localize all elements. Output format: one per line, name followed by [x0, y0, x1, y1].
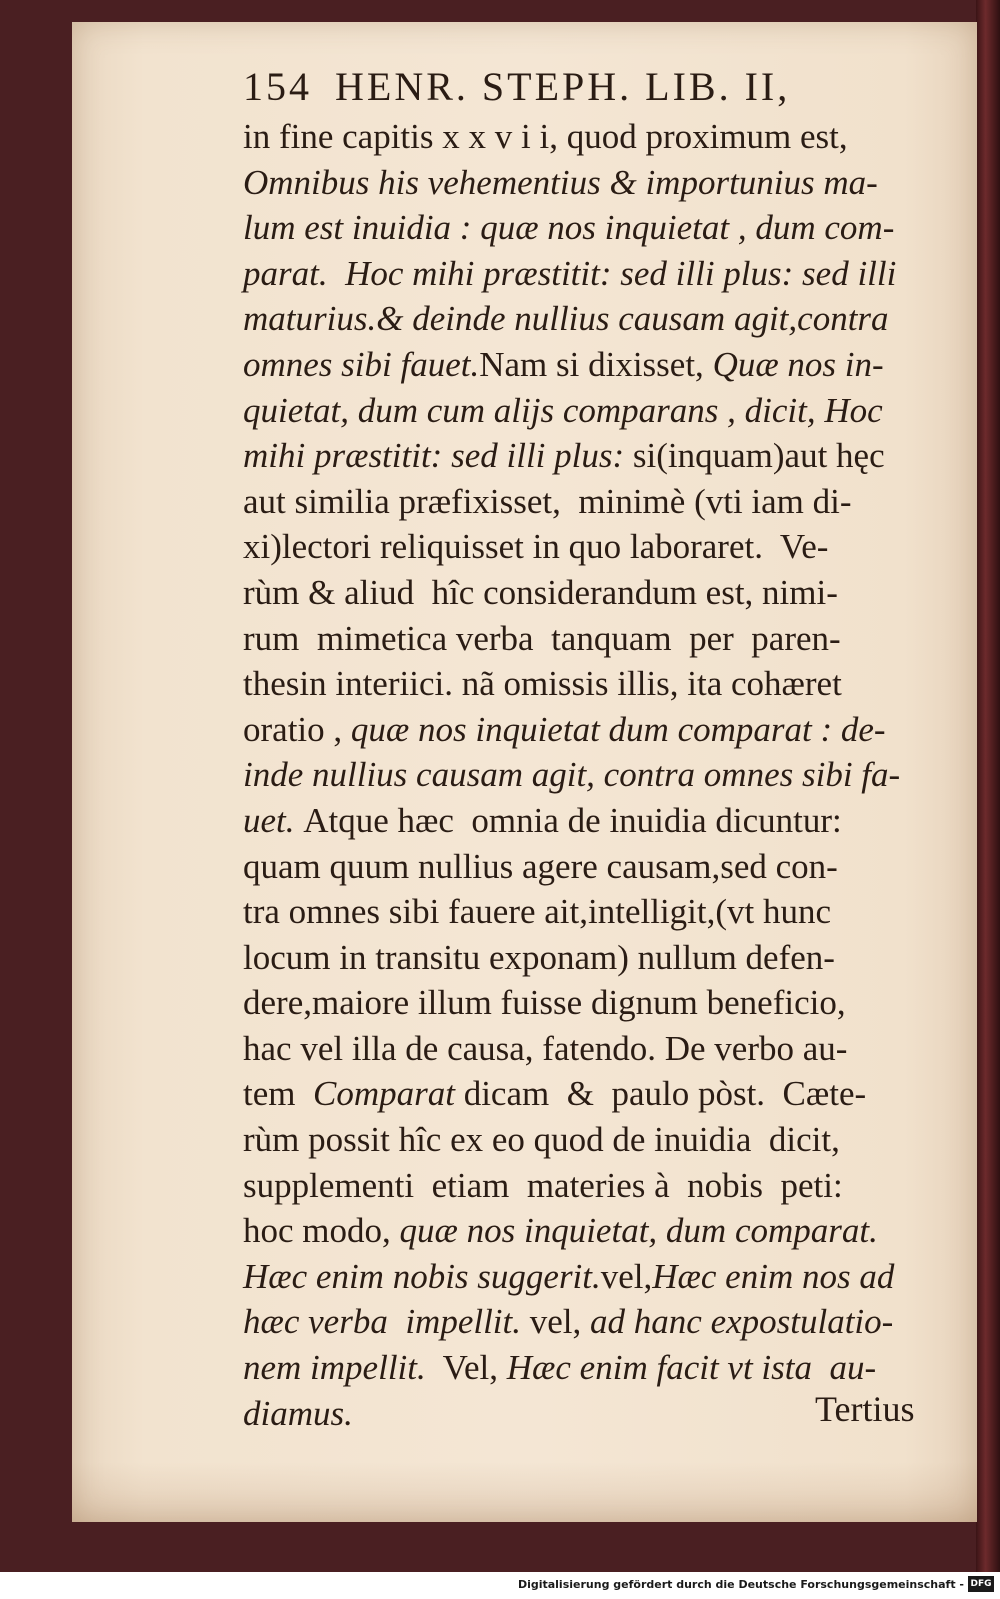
- text-segment: hac vel illa de causa, fatendo. De verbo au-: [243, 1028, 848, 1068]
- italic-text-segment: quæ nos inquietat, dum comparat.: [399, 1211, 878, 1251]
- text-segment: tra omnes sibi fauere ait,intelligit,(vt hunc: [243, 892, 832, 932]
- dfg-logo: DFG: [968, 1576, 994, 1592]
- page-number: 154: [243, 64, 312, 109]
- text-segment: oratio ,: [243, 709, 351, 749]
- text-line: [243, 296, 933, 342]
- italic-text-segment: ad hanc expostulatio-: [590, 1302, 894, 1342]
- text-segment: in fine capitis x x v i i, quod proximum est,: [243, 117, 848, 156]
- text-segment: Vel,: [425, 1348, 507, 1388]
- text-segment: supplementi etiam materies à nobis peti:: [243, 1165, 843, 1205]
- catchword: Tertius: [815, 1389, 915, 1429]
- italic-text-segment: mihi præstitit: sed illi plus:: [243, 436, 633, 476]
- text-line: [243, 616, 933, 662]
- text-segment: rum mimetica verba tanquam per paren-: [243, 618, 841, 658]
- italic-text-segment: parat. Hoc mihi præstitit: sed illi plus: sed illi: [243, 253, 897, 293]
- text-line: [243, 980, 933, 1026]
- text-line: [243, 798, 933, 844]
- text-segment: Atque hæc omnia de inuidia dicuntur:: [303, 800, 842, 840]
- text-line: [243, 1208, 933, 1254]
- text-segment: Nam si dixisset,: [479, 344, 713, 384]
- text-line: [243, 388, 933, 434]
- italic-text-segment: diamus.: [243, 1393, 353, 1433]
- text-line: [243, 752, 933, 798]
- italic-text-segment: quæ nos inquietat dum comparat : de-: [350, 709, 886, 749]
- text-line: [243, 570, 933, 616]
- text-segment: si(inquam)aut hęc: [632, 436, 885, 476]
- text-segment: aut similia præfixisset, minimè (vti iam di-: [243, 481, 852, 521]
- text-line: [243, 844, 933, 890]
- text-segment: rùm & aliud hîc considerandum est, nimi-: [243, 572, 838, 612]
- text-segment: xi)lectori reliquisset in quo laboraret. Ve-: [243, 527, 829, 567]
- italic-text-segment: Quæ nos in-: [712, 344, 884, 384]
- text-segment: vel,: [521, 1302, 591, 1342]
- italic-text-segment: Comparat: [312, 1074, 455, 1114]
- text-line: [243, 661, 933, 707]
- running-title: HENR. STEPH. LIB. II,: [335, 64, 791, 109]
- italic-text-segment: Hæc enim nobis suggerit.: [243, 1256, 601, 1296]
- italic-text-segment: maturius.& deinde nullius causam agit,contra: [243, 299, 889, 339]
- text-line: [243, 205, 933, 251]
- text-segment: dere,maiore illum fuisse dignum beneficio,: [243, 983, 846, 1023]
- funding-credit: Digitalisierung gefördert durch die Deutsche Forschungsgemeinschaft -: [517, 1578, 964, 1591]
- text-segment: rùm possit hîc ex eo quod de inuidia dicit,: [243, 1120, 840, 1160]
- text-line: [243, 1299, 933, 1345]
- text-segment: dicam & paulo pòst. Cæte-: [454, 1074, 867, 1114]
- italic-text-segment: hæc verba impellit.: [243, 1302, 522, 1342]
- text-line: [243, 524, 933, 570]
- text-line: [243, 160, 933, 206]
- italic-text-segment: nem impellit.: [243, 1348, 426, 1388]
- italic-text-segment: quietat, dum cum alijs comparans , dicit, Hoc: [243, 390, 883, 430]
- footer-bar: [0, 1572, 1000, 1599]
- text-segment: locum in transitu exponam) nullum defen-: [243, 937, 835, 977]
- text-segment: tem: [243, 1074, 313, 1114]
- text-segment: vel,: [600, 1256, 653, 1296]
- text-line: [243, 114, 933, 160]
- text-line: [243, 1345, 933, 1391]
- text-line: [243, 1117, 933, 1163]
- text-line: [243, 1071, 933, 1117]
- text-line: [243, 479, 933, 525]
- text-line: [243, 935, 933, 981]
- italic-text-segment: omnes sibi fauet.: [243, 344, 480, 384]
- book-spine: [976, 0, 1000, 1572]
- running-header: [243, 62, 933, 112]
- text-line: [243, 251, 933, 297]
- text-line: [243, 342, 933, 388]
- body-text: [243, 114, 933, 1436]
- italic-text-segment: uet.: [243, 800, 304, 840]
- text-segment: quam quum nullius agere causam,sed con-: [243, 846, 838, 886]
- text-line: [243, 433, 933, 479]
- italic-text-segment: inde nullius causam agit, contra omnes sibi fa-: [243, 755, 901, 795]
- text-line: [243, 889, 933, 935]
- page-text-block: [243, 62, 933, 1436]
- italic-text-segment: Hæc enim facit vt ista au-: [506, 1348, 877, 1388]
- italic-text-segment: lum est inuidia : quæ nos inquietat , dum com-: [243, 208, 895, 248]
- text-line: [243, 1254, 933, 1300]
- text-line: [243, 1026, 933, 1072]
- text-segment: thesin interiici. nã omissis illis, ita cohæret: [243, 664, 842, 704]
- text-line: [243, 1163, 933, 1209]
- text-segment: hoc modo,: [243, 1211, 400, 1251]
- italic-text-segment: Omnibus his vehementius & importunius ma-: [243, 162, 878, 202]
- italic-text-segment: Hæc enim nos ad: [652, 1256, 895, 1296]
- text-line: [243, 707, 933, 753]
